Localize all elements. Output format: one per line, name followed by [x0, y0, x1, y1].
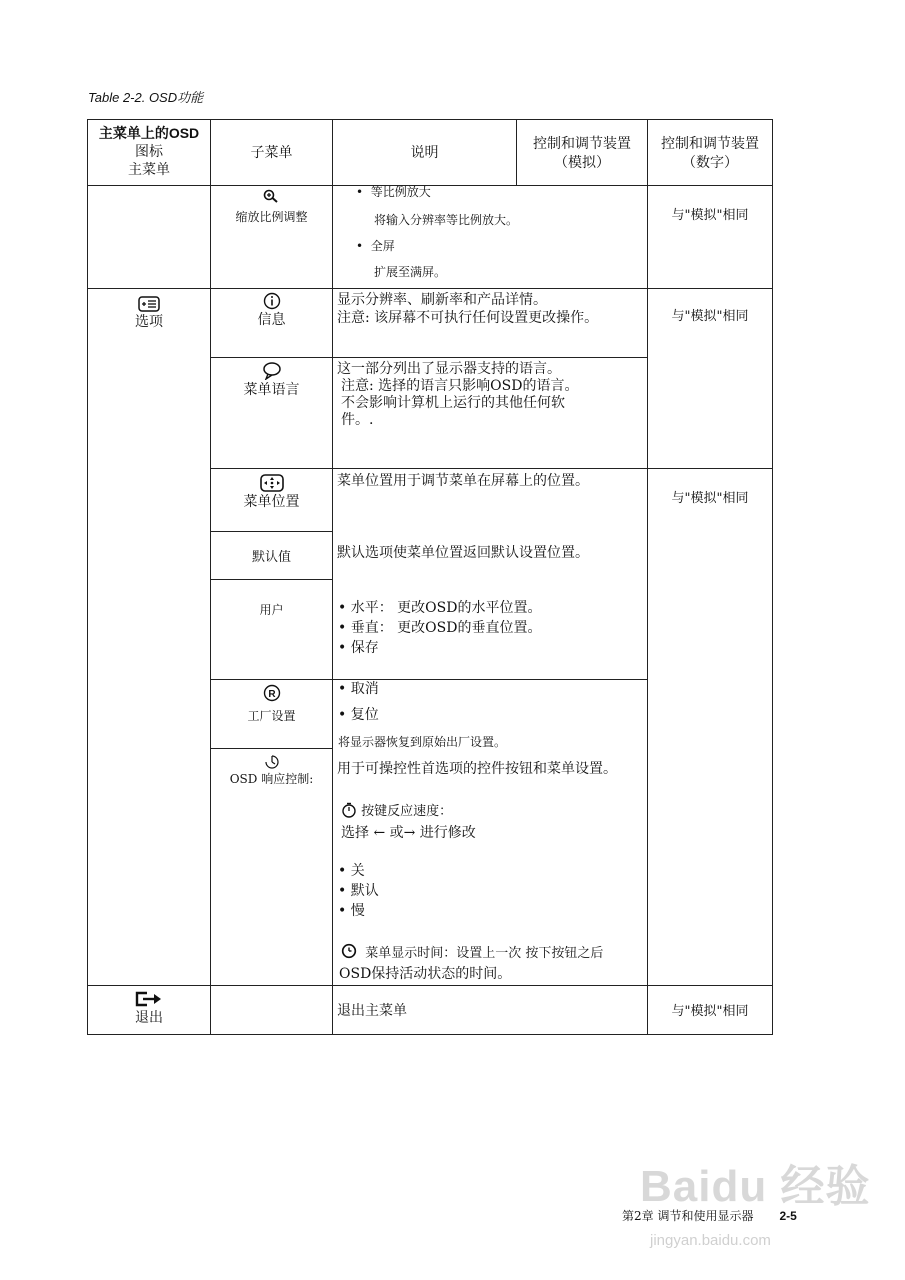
submenu-osd-control-label: OSD 响应控制: — [229, 772, 314, 786]
table-border-top — [87, 119, 773, 120]
row-line-lang — [210, 468, 773, 469]
main-options-label: 选项 — [135, 314, 163, 330]
custom-bullet-3: • 保存 — [338, 640, 379, 656]
table-border-right — [772, 119, 773, 1035]
submenu-zoom — [211, 189, 332, 226]
main-exit — [88, 990, 210, 1027]
osd-time-line1: 菜单显示时间：设置上一次 按下按钮之后 — [365, 946, 604, 961]
submenu-custom: 用户 — [259, 603, 284, 617]
row-line-factory — [210, 748, 333, 749]
factory-b2: 复位 — [350, 707, 379, 723]
language-line3: 不会影响计算机上运行的其他任何软 — [341, 395, 565, 411]
reset-r-icon — [263, 684, 281, 702]
submenu-info — [211, 292, 332, 329]
row-line-pos — [210, 531, 333, 532]
submenu-position-label: 菜单位置 — [243, 494, 300, 510]
osd-control-select: 选择 ← 或→ 进行修改 — [341, 825, 476, 841]
submenu-factory — [211, 684, 332, 725]
header-main-icon-line2: 图标 — [135, 143, 163, 159]
custom-bullet-2: • 垂直： 更改OSD的垂直位置。 — [338, 620, 542, 636]
main-options — [88, 296, 210, 331]
custom-b2: 垂直： 更改OSD的垂直位置。 — [350, 620, 542, 636]
submenu-zoom-label: 缩放比例调整 — [235, 210, 308, 224]
osd-b2: 默认 — [350, 883, 379, 899]
submenu-factory-label: 工厂设置 — [247, 709, 296, 723]
osd-control-time1 — [341, 943, 603, 962]
osd-control-speed — [341, 802, 452, 820]
zoom-b1-note: 将输入分辨率等比例放大。 — [374, 213, 519, 227]
info-line1: 显示分辨率、刷新率和产品详情。 — [337, 292, 547, 308]
info-icon — [263, 292, 281, 310]
col-line-1 — [210, 119, 211, 1035]
zoom-b2: 全屏 — [370, 239, 395, 253]
header-submenu: 子菜单 — [250, 144, 293, 160]
footer-page-number: 2-5 — [779, 1209, 797, 1223]
custom-b1: 水平： 更改OSD的水平位置。 — [350, 600, 542, 616]
factory-b1: 取消 — [350, 681, 379, 697]
svg-text:R: R — [267, 689, 276, 700]
osd-speed-label: 按键反应速度： — [361, 804, 453, 819]
col-line-4 — [647, 119, 648, 1035]
osd-b3: 慢 — [350, 903, 365, 919]
osd-bullet-1: • 关 — [338, 863, 365, 879]
language-line2: 注意: 选择的语言只影响OSD的语言。 — [341, 378, 579, 394]
position-digital: 与"模拟"相同 — [671, 491, 749, 506]
factory-bullet-1: • 取消 — [338, 681, 379, 697]
osd-control-time2: OSD保持活动状态的时间。 — [339, 966, 512, 982]
speech-bubble-icon — [262, 362, 282, 380]
submenu-default: 默认值 — [251, 550, 291, 565]
table-border-left — [87, 119, 88, 1035]
move-arrows-icon — [260, 474, 284, 492]
zoom-icon — [262, 189, 282, 203]
zoom-bullet-2: • 全屏 — [356, 239, 395, 253]
exit-digital: 与"模拟"相同 — [671, 1004, 749, 1019]
header-analog-line2: （模拟） — [554, 154, 610, 170]
table-caption: Table 2-2. OSD功能 — [88, 90, 204, 105]
custom-bullet-1: • 水平： 更改OSD的水平位置。 — [338, 600, 542, 616]
info-line2: 注意: 该屏幕不可执行任何设置更改操作。 — [337, 310, 599, 326]
baidu-watermark: Baidu 经验 — [640, 1162, 871, 1211]
language-line4: 件。. — [341, 412, 374, 428]
default-desc: 默认选项使菜单位置返回默认设置位置。 — [337, 545, 589, 561]
zoom-bullet-1: • 等比例放大 — [356, 185, 431, 199]
submenu-info-label: 信息 — [257, 312, 286, 328]
submenu-language-label: 菜单语言 — [243, 382, 300, 398]
main-exit-label: 退出 — [135, 1010, 163, 1026]
exit-icon — [134, 990, 164, 1008]
header-digital — [648, 134, 772, 172]
osd-control-line1: 用于可操控性首选项的控件按钮和菜单设置。 — [337, 761, 617, 777]
custom-b3: 保存 — [350, 640, 379, 656]
hand-timer-icon — [263, 753, 281, 769]
submenu-osd-control — [211, 753, 332, 788]
header-main-icon-line1: 主菜单上的OSD — [98, 125, 200, 141]
header-analog — [517, 134, 647, 172]
table-border-bottom — [87, 1034, 773, 1035]
page-footer — [622, 1207, 797, 1224]
factory-bullet-2: • 复位 — [338, 707, 379, 723]
osd-bullet-3: • 慢 — [338, 903, 365, 919]
row-line-zoom — [87, 288, 773, 289]
osd-bullet-2: • 默认 — [338, 883, 379, 899]
header-digital-line2: （数字） — [682, 154, 738, 170]
header-analog-line1: 控制和调节装置 — [533, 135, 631, 151]
exit-desc: 退出主菜单 — [337, 1003, 407, 1019]
row-line-info — [210, 357, 648, 358]
row-line-default — [210, 579, 333, 580]
zoom-digital: 与"模拟"相同 — [671, 208, 749, 223]
header-description: 说明 — [410, 144, 439, 160]
baidu-watermark-url: jingyan.baidu.com — [650, 1232, 771, 1249]
language-line1: 这一部分列出了显示器支持的语言。 — [337, 361, 561, 377]
col-line-2 — [332, 119, 333, 1035]
submenu-position — [211, 474, 332, 511]
options-icon — [138, 296, 160, 312]
header-main-icon-line3: 主菜单 — [128, 161, 170, 177]
row-line-custom — [210, 679, 648, 680]
stopwatch-icon — [341, 802, 357, 818]
clock-icon — [341, 943, 357, 959]
options-digital: 与"模拟"相同 — [671, 309, 749, 324]
header-digital-line1: 控制和调节装置 — [661, 135, 759, 151]
row-line-exit — [87, 985, 773, 986]
footer-chapter: 第2章 调节和使用显示器 — [622, 1209, 754, 1223]
header-main-icon — [88, 124, 210, 178]
zoom-b2-note: 扩展至满屏。 — [374, 265, 447, 279]
osd-b1: 关 — [350, 863, 365, 879]
factory-note: 将显示器恢复到原始出厂设置。 — [338, 735, 507, 749]
position-desc: 菜单位置用于调节菜单在屏幕上的位置。 — [337, 473, 589, 489]
submenu-language — [211, 362, 332, 399]
zoom-b1: 等比例放大 — [370, 185, 431, 199]
